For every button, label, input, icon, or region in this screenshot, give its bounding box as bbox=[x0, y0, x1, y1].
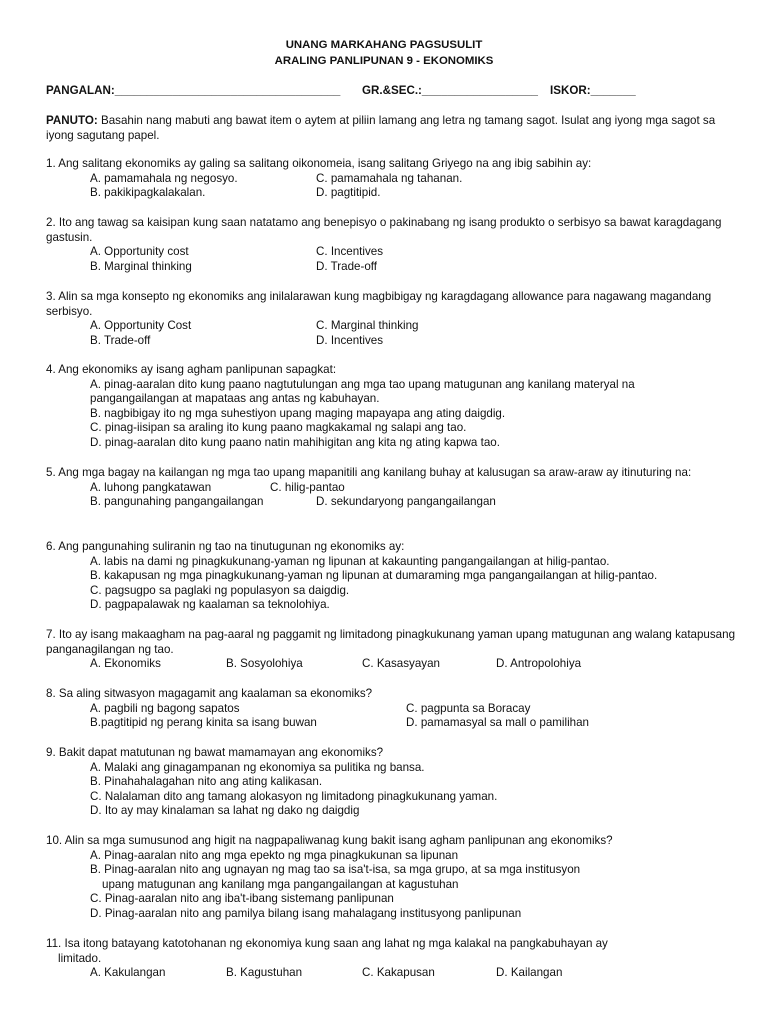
section-field: GR.&SEC.:__________________ bbox=[362, 84, 538, 97]
option-a: A. Malaki ang ginagampanan ng ekonomiya sa pulitika ng bansa. bbox=[90, 760, 425, 774]
option-d: D. Ito ay may kinalaman sa lahat ng dako ng daigdig bbox=[90, 804, 360, 818]
question-2 bbox=[46, 216, 746, 274]
option-a: A. pinag-aaralan dito kung paano nagtutulungan ang mga tao upang matugunan ang kanilang materyal na pangangailangan at mapataas ang antas ng kabuhayan. bbox=[90, 377, 635, 406]
option-a: A. Kakulangan bbox=[90, 966, 166, 980]
question-stem: 10. Alin sa mga sumusunod ang higit na nagpapaliwanag kung bakit isang agham panlipunan ang ekonomiks? bbox=[46, 834, 613, 847]
option-a: A. Opportunity Cost bbox=[90, 319, 192, 333]
option-b: B. Kagustuhan bbox=[226, 966, 303, 980]
question-stem: 2. Ito ang tawag sa kaisipan kung saan natatamo ang benepisyo o pakinabang ng isang produkto o serbisyo sa bawat karagdagang gastusin. bbox=[46, 216, 722, 244]
option-b: B. pakikipagkalakalan. bbox=[90, 186, 206, 200]
option-c: C. Incentives bbox=[316, 245, 384, 259]
option-a: A. Ekonomiks bbox=[90, 657, 161, 671]
option-b: B.pagtitipid ng perang kinita sa isang buwan bbox=[90, 716, 317, 730]
option-c: C. Kasasyayan bbox=[362, 657, 440, 671]
option-c: C. Marginal thinking bbox=[316, 319, 419, 333]
question-8 bbox=[46, 687, 746, 731]
option-d: D. pagtitipid. bbox=[316, 186, 381, 200]
question-10 bbox=[46, 834, 746, 922]
question-6 bbox=[46, 540, 746, 613]
option-c: C. Nalalaman dito ang tamang alokasyon ng limitadong pinagkukunang yaman. bbox=[90, 789, 498, 803]
question-stem: 4. Ang ekonomiks ay isang agham panlipunan sapagkat: bbox=[46, 363, 337, 376]
option-c: C. Kakapusan bbox=[362, 966, 435, 980]
option-c: C. pinag-iisipan sa araling ito kung paano magkakamal ng salapi ang tao. bbox=[90, 421, 467, 435]
question-stem: 11. Isa itong batayang katotohanan ng ekonomiya kung saan ang lahat ng mga kalakal na pangkabuhayan ay bbox=[46, 937, 608, 950]
exam-subject: ARALING PANLIPUNAN 9 - EKONOMIKS bbox=[274, 55, 494, 67]
option-a: A. pagbili ng bagong sapatos bbox=[90, 701, 240, 715]
option-c: C. pagpunta sa Boracay bbox=[406, 701, 531, 715]
option-a: A. Pinag-aaralan nito ang mga epekto ng mga pinagkukunan sa lipunan bbox=[90, 848, 459, 862]
option-a: A. Opportunity cost bbox=[90, 245, 189, 259]
question-stem: 3. Alin sa mga konsepto ng ekonomiks ang inilalarawan kung magbibigay ng karagdagang allowance para nagawang magandang serbisyo. bbox=[46, 290, 712, 318]
question-stem: 8. Sa aling sitwasyon magagamit ang kaalaman sa ekonomiks? bbox=[46, 687, 373, 700]
option-b: B. Trade-off bbox=[90, 333, 151, 347]
option-b: B. Marginal thinking bbox=[90, 259, 192, 273]
option-c: C. pagsugpo sa paglaki ng populasyon sa daigdig. bbox=[90, 583, 350, 597]
option-d: D. pamamasyal sa mall o pamilihan bbox=[406, 716, 589, 730]
option-c: C. hilig-pantao bbox=[270, 480, 345, 494]
question-stem-continued: limitado. bbox=[58, 951, 102, 965]
option-a: A. labis na dami ng pinagkukunang-yaman ng lipunan at kakaunting pangangailangan at hilig-pantao. bbox=[90, 554, 610, 568]
option-a: A. luhong pangkatawan bbox=[90, 480, 212, 494]
question-4 bbox=[46, 363, 746, 451]
question-stem: 6. Ang pangunahing suliranin ng tao na tinutugunan ng ekonomiks ay: bbox=[46, 540, 405, 553]
option-c: C. Pinag-aaralan nito ang iba't-ibang sistemang panlipunan bbox=[90, 892, 394, 906]
option-a: A. pamamahala ng negosyo. bbox=[90, 171, 238, 185]
name-field: PANGALAN:___________________________________ bbox=[46, 84, 341, 97]
question-5 bbox=[46, 466, 746, 510]
option-d: D. pinag-aaralan dito kung paano natin mahihigitan ang kita ng ating kapwa tao. bbox=[90, 435, 500, 449]
question-stem: 9. Bakit dapat matutunan ng bawat mamamayan ang ekonomiks? bbox=[46, 746, 384, 759]
option-d: D. Incentives bbox=[316, 333, 384, 347]
instructions bbox=[46, 113, 736, 143]
option-b: B. Pinahahalagahan nito ang ating kalikasan. bbox=[90, 775, 323, 789]
option-b: B. nagbibigay ito ng mga suhestiyon upang maging mapayapa ang ating daigdig. bbox=[90, 406, 506, 420]
question-3 bbox=[46, 290, 746, 348]
question-stem: 5. Ang mga bagay na kailangan ng mga tao upang mapanitili ang kanilang buhay at kalusugan sa araw-araw ay itinuturing na: bbox=[46, 466, 692, 479]
option-b: B. kakapusan ng mga pinagkukunang-yaman ng lipunan at dumaraming mga pangangailangan at hilig-pantao. bbox=[90, 569, 658, 583]
option-d: D. Trade-off bbox=[316, 259, 378, 273]
question-9 bbox=[46, 746, 746, 819]
option-d: D. Kailangan bbox=[496, 966, 563, 980]
option-d: D. Antropolohiya bbox=[496, 657, 582, 671]
option-d: D. Pinag-aaralan nito ang pamilya bilang isang mahalagang institusyong panlipunan bbox=[90, 906, 522, 920]
instructions-text: Basahin nang mabuti ang bawat item o aytem at piliin lamang ang letra ng tamang sagot. Isulat ang iyong mga sagot sa iyong sagutang papel. bbox=[46, 114, 716, 142]
instructions-label: PANUTO: bbox=[46, 114, 98, 127]
option-d: D. pagpapalawak ng kaalaman sa teknolohiya. bbox=[90, 598, 330, 612]
question-11 bbox=[46, 937, 746, 981]
question-1 bbox=[46, 157, 746, 201]
score-field: ISKOR:_______ bbox=[550, 84, 636, 97]
option-b-continued: upang matugunan ang kanilang mga pangangailangan at kagustuhan bbox=[102, 877, 459, 891]
option-b: B. Sosyolohiya bbox=[226, 657, 303, 671]
exam-title: UNANG MARKAHANG PAGSUSULIT bbox=[285, 39, 483, 51]
option-d: D. sekundaryong pangangailangan bbox=[316, 495, 496, 509]
question-7 bbox=[46, 628, 746, 672]
question-stem: 1. Ang salitang ekonomiks ay galing sa salitang oikonomeia, isang salitang Griyego na ang ibig sabihin ay: bbox=[46, 157, 592, 170]
option-b: B. pangunahing pangangailangan bbox=[90, 495, 264, 509]
question-stem: 7. Ito ay isang makaagham na pag-aaral ng paggamit ng limitadong pinagkukunang yaman upang matugunan ang walang katapusang panganagilangan ng tao. bbox=[46, 628, 736, 656]
option-c: C. pamamahala ng tahanan. bbox=[316, 171, 463, 185]
option-b: B. Pinag-aaralan nito ang ugnayan ng mag tao sa isa't-isa, sa mga grupo, at sa mga institusyon bbox=[90, 863, 581, 877]
